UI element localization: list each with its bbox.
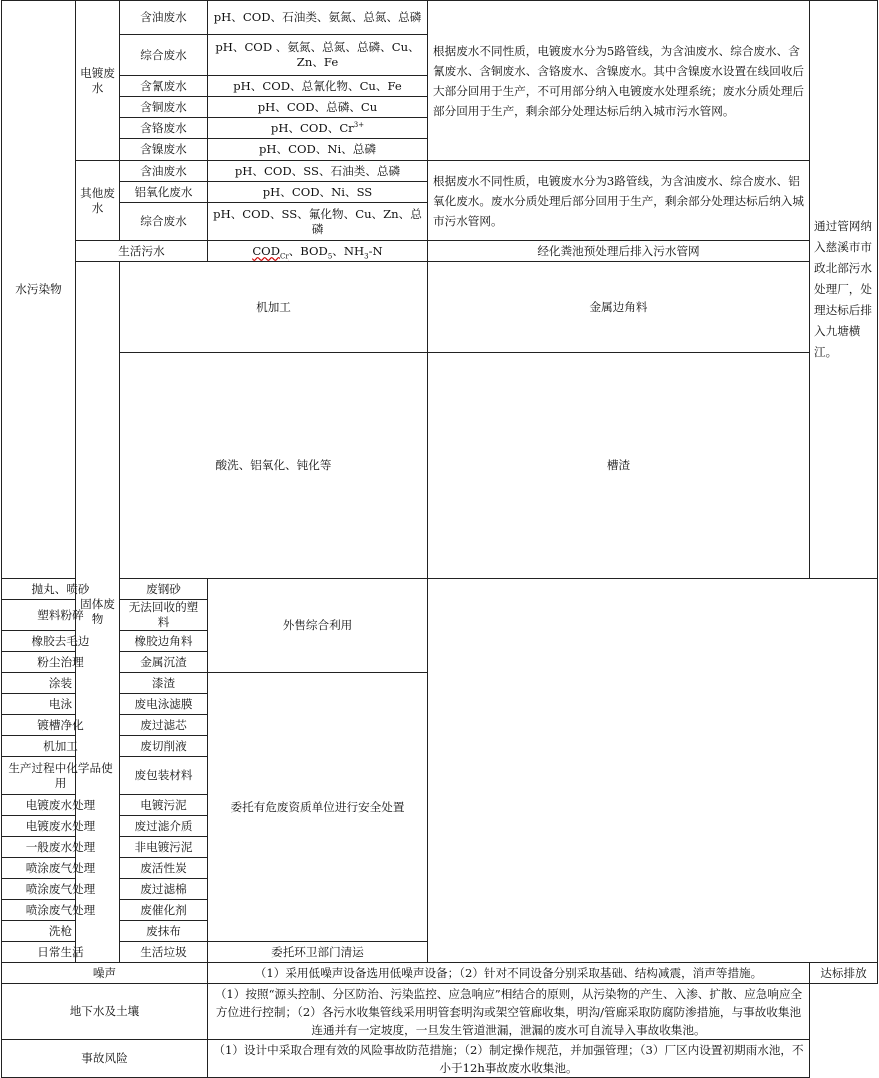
solid-waste: 废活性炭 [120, 858, 208, 879]
plating-wastewater-measure: 根据废水不同性质，电镀废水分为5路管线，为含油废水、综合废水、含氰废水、含铜废水、含铬废水、含镍废水。其中含镍废水设置在线回收后大部分回用于生产，不可用部分纳入电镀废水处理系统；废水分质处理后部分回用于生产，剩余部分处理达标后纳入城市污水管网。 [428, 1, 810, 161]
other-row-name: 综合废水 [120, 203, 208, 241]
solid-category-cell: 固体废物 [76, 262, 120, 963]
solid-source: 酸洗、铝氧化、钝化等 [120, 353, 428, 579]
plating-row-name: 含氰废水 [120, 76, 208, 97]
solid-source: 一般废水处理 [2, 837, 120, 858]
solid-waste: 金属边角料 [428, 262, 810, 353]
solid-disposal: 委托环卫部门清运 [208, 942, 428, 963]
solid-source: 塑料粉碎 [2, 600, 120, 631]
solid-waste: 槽渣 [428, 353, 810, 579]
plating-row-pollutants: pH、COD、总磷、Cu [208, 97, 428, 118]
solid-source: 喷涂废气处理 [2, 858, 120, 879]
plating-row-pollutants: pH、COD 、氨氮、总氮、总磷、Cu、Zn、Fe [208, 35, 428, 76]
solid-waste: 电镀污泥 [120, 795, 208, 816]
accident-category-cell: 事故风险 [2, 1040, 208, 1078]
solid-disposal: 外售综合利用 [208, 579, 428, 673]
groundwater-measure: （1）按照“源头控制、分区防治、污染监控、应急响应”相结合的原则，从污染物的产生、入渗、扩散、应急响应全方位进行控制；（2）各污水收集管线采用明管套明沟或架空管廊收集，明沟/管廊采取防腐防渗措施，与事故收集池连通并有一定坡度，一旦发生管道泄漏，泄漏的废水可自流导入事故收集池。 [208, 984, 810, 1040]
solid-source: 电镀废水处理 [2, 795, 120, 816]
solid-waste: 金属沉渣 [120, 652, 208, 673]
other-row-name: 铝氧化废水 [120, 182, 208, 203]
solid-waste: 无法回收的塑料 [120, 600, 208, 631]
solid-waste: 漆渣 [120, 673, 208, 694]
solid-waste: 废抹布 [120, 921, 208, 942]
solid-source: 电泳 [2, 694, 120, 715]
solid-waste: 废钢砂 [120, 579, 208, 600]
domestic-sewage-name: 生活污水 [76, 241, 208, 262]
solid-source: 喷涂废气处理 [2, 900, 120, 921]
solid-waste: 废切削液 [120, 736, 208, 757]
environmental-measures-table [1, 0, 878, 1078]
groundwater-category-cell: 地下水及土壤 [2, 984, 208, 1040]
plating-row-pollutants: pH、COD、Ni、总磷 [208, 139, 428, 161]
water-outlet-cell: 通过管网纳入慈溪市市政北部污水处理厂，处理达标后排入九塘横江。 [810, 1, 878, 579]
solid-disposal: 委托有危废资质单位进行安全处置 [208, 673, 428, 942]
solid-waste: 废过滤芯 [120, 715, 208, 736]
chromium-valence-sup: 3+ [353, 120, 365, 129]
plating-row-name: 含油废水 [120, 1, 208, 35]
plating-row-pollutants: pH、COD、石油类、氨氮、总氮、总磷 [208, 1, 428, 35]
plating-row-pollutants: pH、COD、总氰化物、Cu、Fe [208, 76, 428, 97]
solid-waste: 废过滤棉 [120, 879, 208, 900]
solid-waste: 非电镀污泥 [120, 837, 208, 858]
domestic-sewage-measure: 经化粪池预处理后排入污水管网 [428, 241, 810, 262]
noise-category-cell: 噪声 [2, 963, 208, 984]
water-category-cell: 水污染物 [2, 1, 76, 579]
plating-row-pollutants [208, 118, 428, 139]
plating-row-name: 含铬废水 [120, 118, 208, 139]
other-row-pollutants: pH、COD、SS、氟化物、Cu、Zn、总磷 [208, 203, 428, 241]
solid-waste: 废电泳滤膜 [120, 694, 208, 715]
noise-measure: （1）采用低噪声设备选用低噪声设备；（2）针对不同设备分别采取基础、结构减震，消声等措施。 [208, 963, 810, 984]
solid-source: 粉尘治理 [2, 652, 120, 673]
plating-row-name: 综合废水 [120, 35, 208, 76]
solid-waste: 生活垃圾 [120, 942, 208, 963]
solid-source: 生产过程中化学品使用 [2, 757, 120, 795]
other-row-pollutants: pH、COD、Ni、SS [208, 182, 428, 203]
solid-waste: 废催化剂 [120, 900, 208, 921]
solid-source: 镀槽净化 [2, 715, 120, 736]
solid-source: 电镀废水处理 [2, 816, 120, 837]
solid-waste: 废包装材料 [120, 757, 208, 795]
accident-measure: （1）设计中采取合理有效的风险事故防范措施；（2）制定操作规范，并加强管理；（3）厂区内设置初期雨水池，不小于12h事故废水收集池。 [208, 1040, 810, 1078]
other-wastewater-measure: 根据废水不同性质，电镀废水分为3路管线，为含油废水、综合废水、铝氧化废水。废水分质处理后部分回用于生产，剩余部分处理达标后纳入城市污水管网。 [428, 161, 810, 241]
plating-row-name: 含镍废水 [120, 139, 208, 161]
plating-row-name: 含铜废水 [120, 97, 208, 118]
solid-source: 涂装 [2, 673, 120, 694]
solid-source: 洗枪 [2, 921, 120, 942]
plating-wastewater-group: 电镀废水 [76, 1, 120, 161]
solid-source: 抛丸、喷砂 [2, 579, 120, 600]
other-row-pollutants: pH、COD、SS、石油类、总磷 [208, 161, 428, 182]
solid-waste: 橡胶边角料 [120, 631, 208, 652]
solid-source: 喷涂废气处理 [2, 879, 120, 900]
solid-source: 橡胶去毛边 [2, 631, 120, 652]
solid-source: 机加工 [2, 736, 120, 757]
chromium-pollutants-text: pH、COD、Cr [270, 120, 354, 135]
solid-source: 日常生活 [2, 942, 120, 963]
solid-waste: 废过滤介质 [120, 816, 208, 837]
noise-result-cell: 达标排放 [810, 963, 878, 984]
other-row-name: 含油废水 [120, 161, 208, 182]
domestic-sewage-pollutants: $COD_{Cr}$、$BOD_5$、$NH_3-N$ [208, 241, 428, 262]
other-wastewater-group: 其他废水 [76, 161, 120, 241]
solid-source: 机加工 [120, 262, 428, 353]
